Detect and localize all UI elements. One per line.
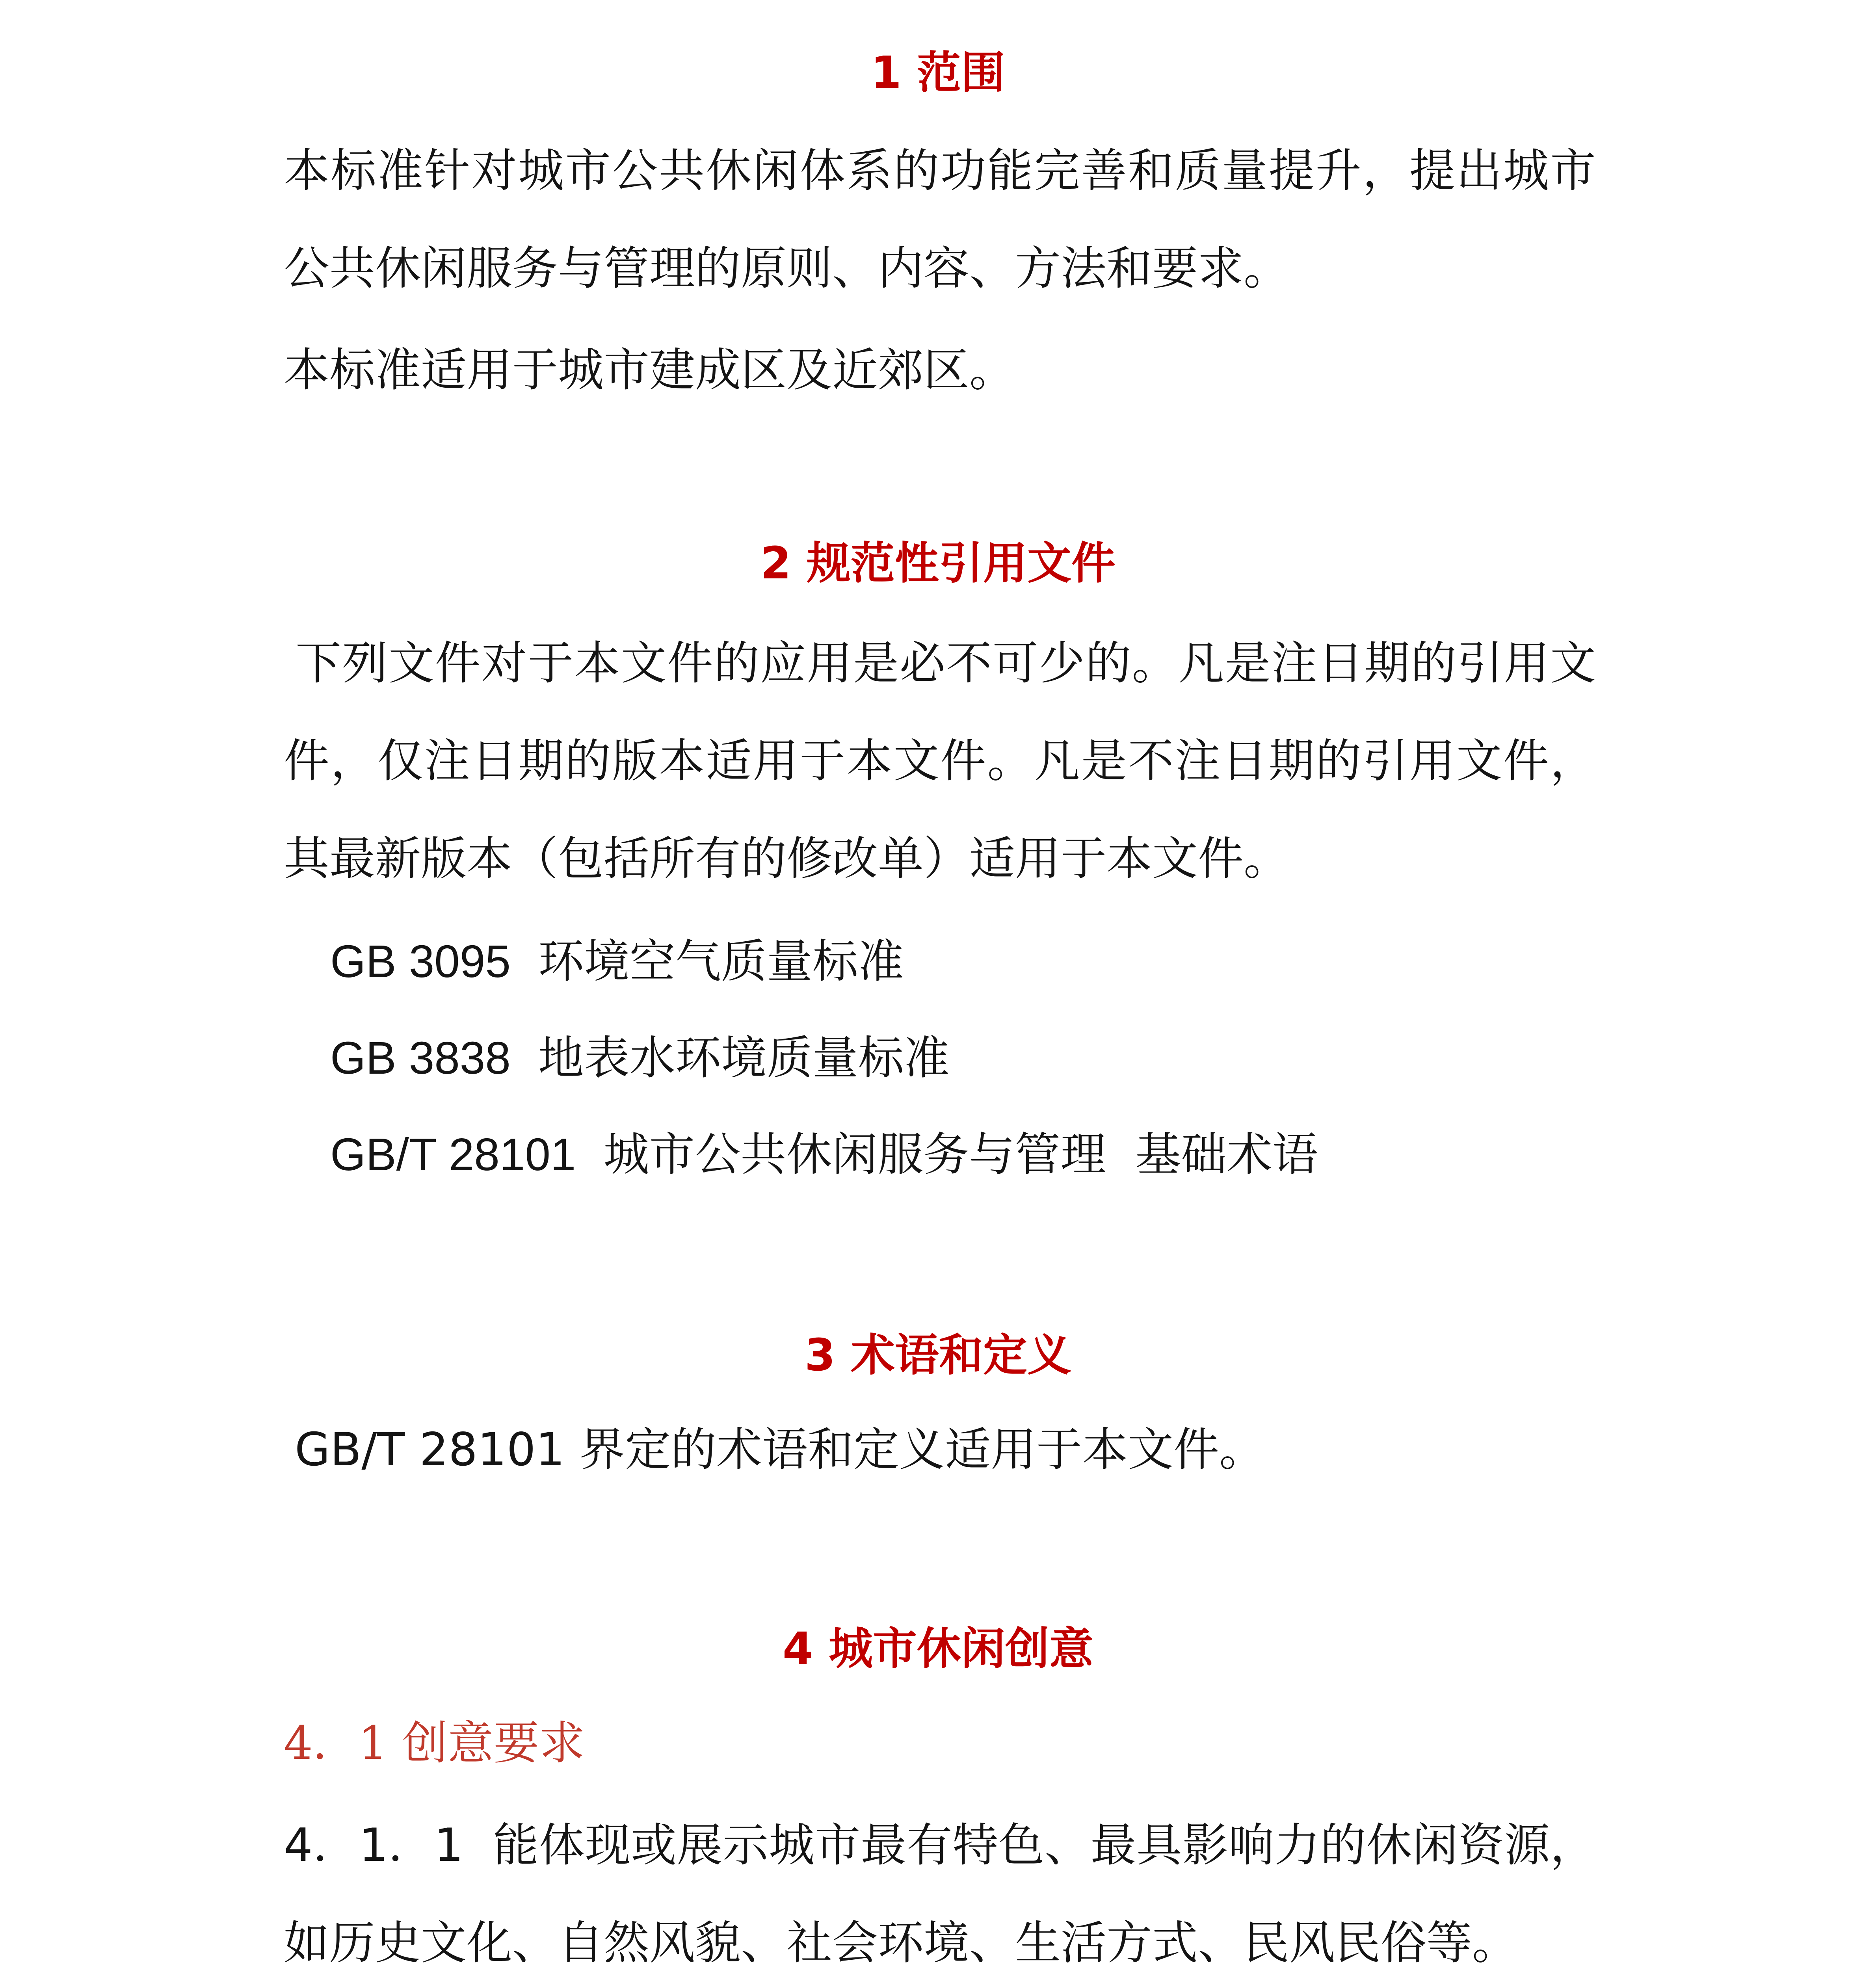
- section-1-heading: 1 范围: [871, 47, 1005, 98]
- subsection-4-1-heading: 4．1 创意要求: [284, 1717, 585, 1770]
- reference-item: [330, 1125, 1318, 1184]
- reference-code: GB 3838: [330, 1032, 511, 1084]
- reference-code: GB 3095: [330, 936, 511, 987]
- reference-item: [330, 932, 904, 991]
- reference-title: 城市公共休闲服务与管理 基础术语: [603, 1128, 1318, 1181]
- clause-4-1-1-paragraph: 4．1．1 能体现或展示城市最有特色、最具影响力的休闲资源，如历史文化、自然风貌、社会环境、生活方式、民风民俗等。: [284, 1819, 1596, 1970]
- section-1-paragraph-2: 本标准适用于城市建成区及近郊区。: [284, 344, 1015, 397]
- section-3-heading: 3 术语和定义: [805, 1330, 1071, 1381]
- section-2-paragraph-1: 下列文件对于本文件的应用是必不可少的。凡是注日期的引用文件，仅注日期的版本适用于本文件。凡是不注日期的引用文件，其最新版本（包括所有的修改单）适用于本文件。: [284, 637, 1596, 885]
- reference-code: GB/T 28101: [330, 1129, 576, 1180]
- section-1-paragraph-1: 本标准针对城市公共休闲体系的功能完善和质量提升，提出城市公共休闲服务与管理的原则、内容、方法和要求。: [284, 144, 1596, 295]
- reference-title: 地表水环境质量标准: [538, 1031, 950, 1085]
- section-2-heading: 2 规范性引用文件: [760, 538, 1116, 589]
- section-4-heading: 4 城市休闲创意: [783, 1623, 1093, 1674]
- reference-title: 环境空气质量标准: [538, 935, 904, 988]
- section-3-paragraph-1: GB/T 28101 界定的术语和定义适用于本文件。: [295, 1423, 1265, 1476]
- reference-item: [330, 1028, 950, 1088]
